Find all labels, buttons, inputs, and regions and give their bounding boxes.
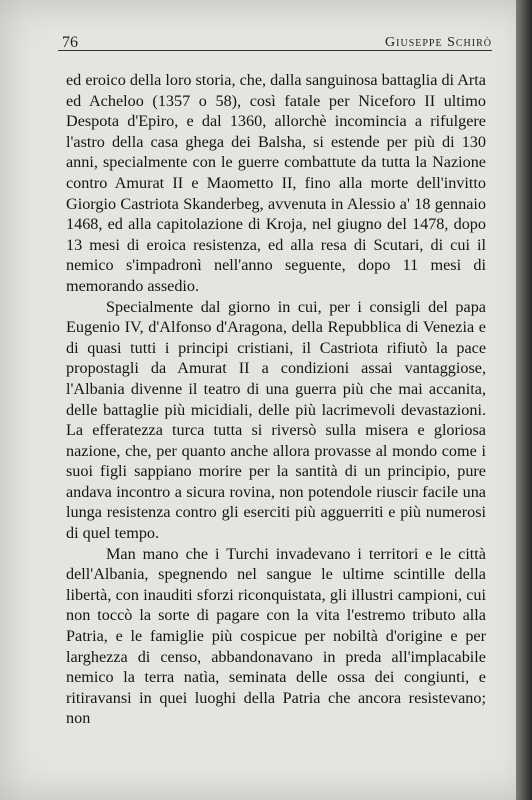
book-spine-shadow [516,0,532,800]
running-head-author: Giuseppe Schirò [385,35,492,50]
paragraph-1: ed eroico della loro storia, che, dalla sanguinosa battaglia di Arta ed Acheloo (1357 o 58), così fatale per Niceforo II ultimo Despota d'Epiro, e dal 1360, allorchè incomincia a rifulgere l'astro della casa ghega dei Balsha, si estende per più di 130 anni, specialmente con le guerre combattute da tutta la Nazione contro Amurat II e Maometto II, fino alla morte dell'invitto Giorgio Castriota Skanderbeg, avvenuta in Alessio a' 18 gennaio 1468, ed alla capitolazione di Kroja, nel giugno del 1478, dopo 13 mesi di eroica resistenza, ed alla resa di Scutari, di cui il nemico s'impadronì nell'anno seguente, dopo 11 mesi di memorando assedio. [66,71,486,295]
page-number: 76 [62,34,78,51]
paragraph-3: Man mano che i Turchi invadevano i territori e le città dell'Albania, spegnendo nel sangue le ultime scintille della libertà, con inauditi sforzi riconquistata, gli illustri campioni, cui non toccò la sorte di pagare con la vita l'estremo tributo alla Patria, e le famiglie più cospicue per nobiltà d'origine e per larghezza di censo, abbandonavano in preda all'implacabile nemico la terra natìa, seminata delle ossa dei congiunti, e ritiravansi in quei luoghi della Patria che ancora resistevano; non [66,544,486,728]
page-header [58,28,492,51]
paragraph-2: Specialmente dal giorno in cui, per i consigli del papa Eugenio IV, d'Alfonso d'Aragona, della Repubblica di Venezia e di quasi tutti i principi cristiani, il Castriota rifiutò la pace propostagli da Amurat II a condizioni assai vantaggiose, l'Albania divenne il teatro di una guerra più che mai accanita, delle battaglie più micidiali, delle più lacrimevoli devastazioni. La efferatezza turca tutta si riversò sulla misera e gloriosa nazione, che, per quanto anche allora provasse al mondo come i suoi figli sappiano morire per la santità di un principio, pure andava incontro a sicura rovina, non potendole riuscir facile una lunga resistenza contro gli eserciti più agguerriti e più numerosi di quel tempo. [66,297,486,543]
body-text [66,70,486,729]
